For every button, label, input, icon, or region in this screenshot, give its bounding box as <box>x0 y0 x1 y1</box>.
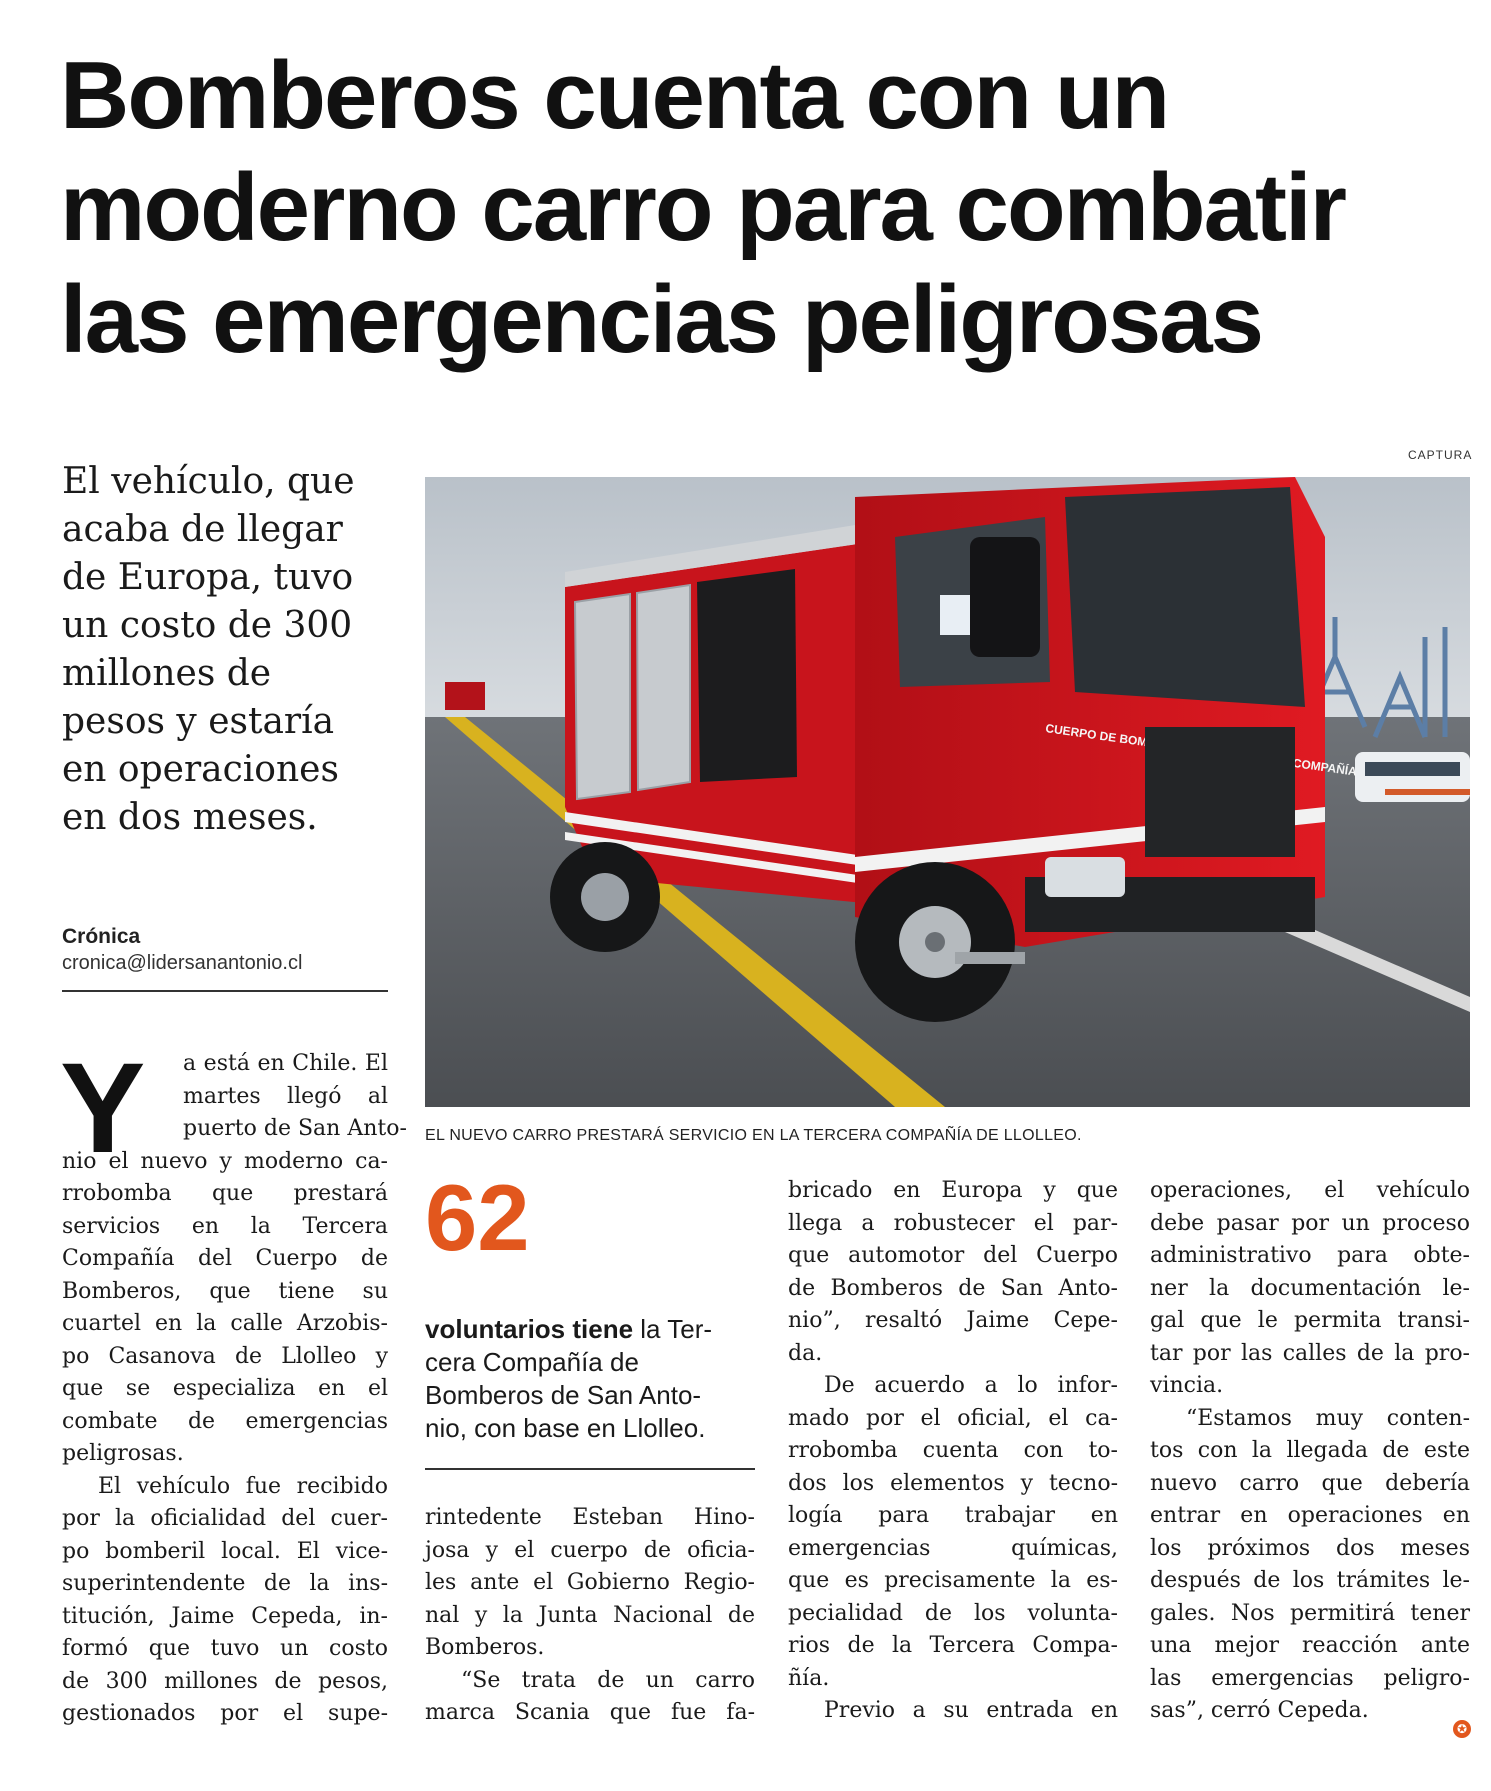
text-line: cuartel en la calle Arzobis- <box>62 1311 388 1336</box>
highlight-rest: la Ter- <box>633 1314 713 1344</box>
text-line: entrar en operaciones en <box>1150 1503 1470 1528</box>
text-line: rrobomba cuenta con to- <box>788 1438 1118 1463</box>
text-line: sas”, cerró Cepeda. <box>1150 1698 1369 1723</box>
text-line: superintendente de la ins- <box>62 1571 388 1596</box>
headline-line: Bomberos cuenta con un <box>60 42 1169 149</box>
text-line: emergencias químicas, <box>788 1535 1118 1561</box>
text-line: debe pasar por un proceso <box>1150 1210 1470 1236</box>
text-line: nio el nuevo y moderno ca- <box>62 1148 388 1174</box>
text-line: tos con la llegada de este <box>1150 1438 1470 1463</box>
lede-line: en dos meses. <box>62 797 318 838</box>
distant-truck <box>445 682 485 710</box>
lede-line: El vehículo, que <box>62 461 355 502</box>
highlight-text <box>425 1313 755 1445</box>
text-line: operaciones, el vehículo <box>1150 1178 1470 1203</box>
text-line: las emergencias peligro- <box>1150 1665 1470 1691</box>
side-mirror <box>970 537 1040 657</box>
end-mark-icon: ✪ <box>1453 1720 1471 1738</box>
text-line: titución, Jaime Cepeda, in- <box>62 1603 388 1629</box>
article-column-3 <box>788 1175 1118 1728</box>
lede-line: en operaciones <box>62 749 339 790</box>
text-line: “Estamos muy conten- <box>1186 1405 1470 1431</box>
front-grille <box>1145 727 1295 857</box>
text-line: a está en Chile. El <box>183 1051 388 1076</box>
text-line: rrobomba que prestará <box>62 1181 388 1206</box>
text-line: después de los trámites le- <box>1150 1568 1470 1593</box>
lede-line: millones de <box>62 653 272 694</box>
text-line: Bomberos, que tiene su <box>62 1278 388 1304</box>
highlight-divider <box>425 1468 755 1470</box>
text-line: Compañía del Cuerpo de <box>62 1246 388 1271</box>
text-line: vincia. <box>1150 1373 1224 1398</box>
text-line: da. <box>788 1340 823 1366</box>
door-text: CUERPO DE COMPAÑÍA <box>1044 721 1358 779</box>
text-line: po Casanova de Llolleo y <box>62 1343 388 1369</box>
text-line: dos los elementos y tecno- <box>788 1470 1118 1496</box>
lede-line: de Europa, tuvo <box>62 557 354 598</box>
text-line: Bomberos. <box>425 1635 545 1660</box>
article-column-2 <box>425 1502 755 1730</box>
text-line: josa y el cuerpo de oficia- <box>425 1537 755 1563</box>
fire-truck-illustration <box>425 477 1470 1107</box>
text-line: martes llegó al <box>183 1083 388 1109</box>
headline-line: moderno carro para combatir <box>60 154 1346 261</box>
text-line: de Bomberos de San Anto- <box>788 1275 1118 1301</box>
open-compartment <box>697 569 797 782</box>
highlight-line <box>425 1313 755 1346</box>
highlight-bold: voluntarios tiene <box>425 1314 634 1344</box>
text-line: rintedente Esteban Hino- <box>425 1505 755 1530</box>
text-line: combate de emergencias <box>62 1408 388 1434</box>
text-line: que automotor del Cuerpo <box>788 1243 1118 1268</box>
article-column-1 <box>60 1037 407 1731</box>
headline-line: las emergencias peligrosas <box>60 266 1262 373</box>
text-line: servicios en la Tercera <box>62 1213 388 1239</box>
text-line: peligrosas. <box>62 1441 184 1466</box>
text-line: “Se trata de un carro <box>461 1667 755 1693</box>
article-column-4 <box>1150 1175 1470 1728</box>
text-line: que es precisamente la es- <box>788 1568 1118 1593</box>
text-line: bricado en Europa y que <box>788 1178 1118 1203</box>
text-line: ñía. <box>788 1665 830 1691</box>
byline-name: Crónica <box>62 925 141 948</box>
text-line: nal y la Junta Nacional de <box>425 1602 755 1628</box>
text-line: los próximos dos meses <box>1150 1535 1470 1561</box>
photo-credit: CAPTURA <box>1408 448 1473 462</box>
text-line: ner la documentación le- <box>1150 1275 1470 1301</box>
byline-email[interactable]: cronica@lidersanantonio.cl <box>62 952 303 974</box>
windshield <box>1065 487 1305 707</box>
text-line: Previo a su entrada en <box>824 1698 1118 1723</box>
lede-line: acaba de llegar <box>62 509 343 550</box>
text-line: De acuerdo a lo infor- <box>824 1373 1118 1398</box>
text-line: tar por las calles de la pro- <box>1150 1340 1470 1366</box>
lede <box>62 458 402 842</box>
text-line: nuevo carro que debería <box>1150 1470 1470 1496</box>
highlight-line: Bomberos de San Anto- <box>425 1380 702 1410</box>
text-line: por la oficialidad del cuer- <box>62 1506 388 1531</box>
text-line: que se especializa en el <box>62 1376 388 1401</box>
text-line: les ante el Gobierno Regio- <box>425 1570 755 1595</box>
text-line: El vehículo fue recibido <box>98 1473 388 1499</box>
drop-cap: Y <box>60 1037 146 1180</box>
text-line: marca Scania que fue fa- <box>425 1700 755 1725</box>
text-line: nio”, resaltó Jaime Cepe- <box>788 1308 1118 1333</box>
lede-line: un costo de 300 <box>62 605 353 646</box>
text-line: mado por el oficial, el ca- <box>788 1405 1118 1431</box>
lede-line: pesos y estaría <box>62 701 335 742</box>
text-line: puerto de San Anto- <box>183 1116 407 1141</box>
text-line: gales. Nos permitirá tener <box>1150 1600 1470 1626</box>
text-line: po bomberil local. El vice- <box>62 1538 388 1564</box>
headlight <box>1045 857 1125 897</box>
text-line: formó que tuvo un costo <box>62 1636 388 1661</box>
headline <box>60 40 1480 376</box>
highlight-line: nio, con base en Llolleo. <box>425 1413 706 1443</box>
highlight-number: 62 <box>425 1165 530 1270</box>
text-line: de 300 millones de pesos, <box>62 1668 388 1694</box>
text-line: llega a robustecer el par- <box>788 1210 1118 1236</box>
text-line: una mejor reacción ante <box>1150 1633 1470 1658</box>
text-line: administrativo para obte- <box>1150 1243 1470 1268</box>
cab-step <box>955 952 1025 964</box>
text-line: gal que le permita transi- <box>1150 1308 1470 1333</box>
photo-caption: EL NUEVO CARRO PRESTARÁ SERVICIO EN LA TERCERA COMPAÑÍA DE LLOLLEO. <box>425 1127 1082 1144</box>
text-line: rios de la Tercera Compa- <box>788 1633 1118 1658</box>
highlight-line: cera Compañía de <box>425 1347 639 1377</box>
text-line: logía para trabajar en <box>788 1503 1118 1528</box>
fire-truck-photo <box>425 477 1470 1107</box>
text-line: gestionados por el supe- <box>62 1701 388 1726</box>
text-line: pecialidad de los volunta- <box>788 1600 1118 1626</box>
byline-divider <box>62 990 388 992</box>
